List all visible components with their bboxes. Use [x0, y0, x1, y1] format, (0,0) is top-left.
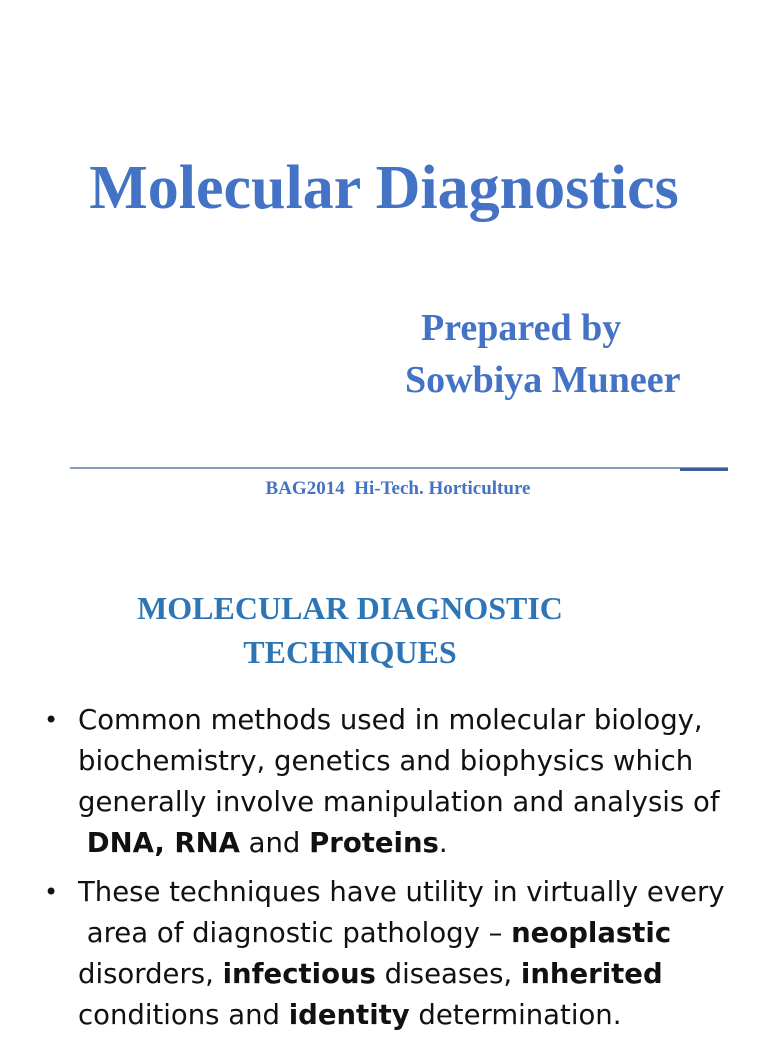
slide-title: Molecular Diagnostics [89, 154, 679, 222]
bullet-text: disorders, [78, 958, 223, 990]
bold-term: neoplastic [511, 917, 672, 949]
bullet-line: generally involve manipulation and analysis of [78, 786, 720, 818]
course-label: BAG2014 Hi-Tech. Horticulture [265, 478, 531, 499]
bullet-text: conditions and [78, 999, 289, 1031]
bold-term: DNA, RNA [86, 827, 240, 859]
bold-term: inherited [520, 958, 663, 990]
author-block [405, 302, 745, 406]
bullet-line [78, 913, 748, 954]
bullet-text: area of diagnostic pathology – [86, 917, 512, 949]
author-name: Sowbiya Muneer [405, 359, 681, 401]
bullet-list [0, 700, 768, 1044]
bullet-icon: • [44, 878, 59, 906]
section-heading-line1: MOLECULAR DIAGNOSTIC [137, 590, 563, 626]
prepared-by-label: Prepared by [421, 307, 622, 349]
bold-term: infectious [222, 958, 376, 990]
bold-term: Proteins [309, 827, 439, 859]
bullet-item-utility [0, 872, 768, 1036]
section-heading-line2: TECHNIQUES [243, 634, 457, 670]
divider-accent [680, 468, 728, 471]
bold-term: identity [288, 999, 410, 1031]
bullet-icon: • [44, 706, 59, 734]
bullet-line [78, 823, 748, 864]
section-heading [110, 586, 590, 674]
bullet-text: . [438, 827, 448, 859]
bullet-line: Common methods used in molecular biology, [78, 704, 703, 736]
bullet-item-methods [0, 700, 768, 864]
bullet-text: determination. [409, 999, 622, 1031]
bullet-line [78, 954, 748, 995]
bullet-line: biochemistry, genetics and biophysics which [78, 745, 694, 777]
bullet-line: These techniques have utility in virtually every [78, 876, 725, 908]
bullet-text: diseases, [375, 958, 521, 990]
bullet-text: and [239, 827, 310, 859]
divider-line [70, 467, 728, 469]
bullet-line [78, 995, 748, 1036]
